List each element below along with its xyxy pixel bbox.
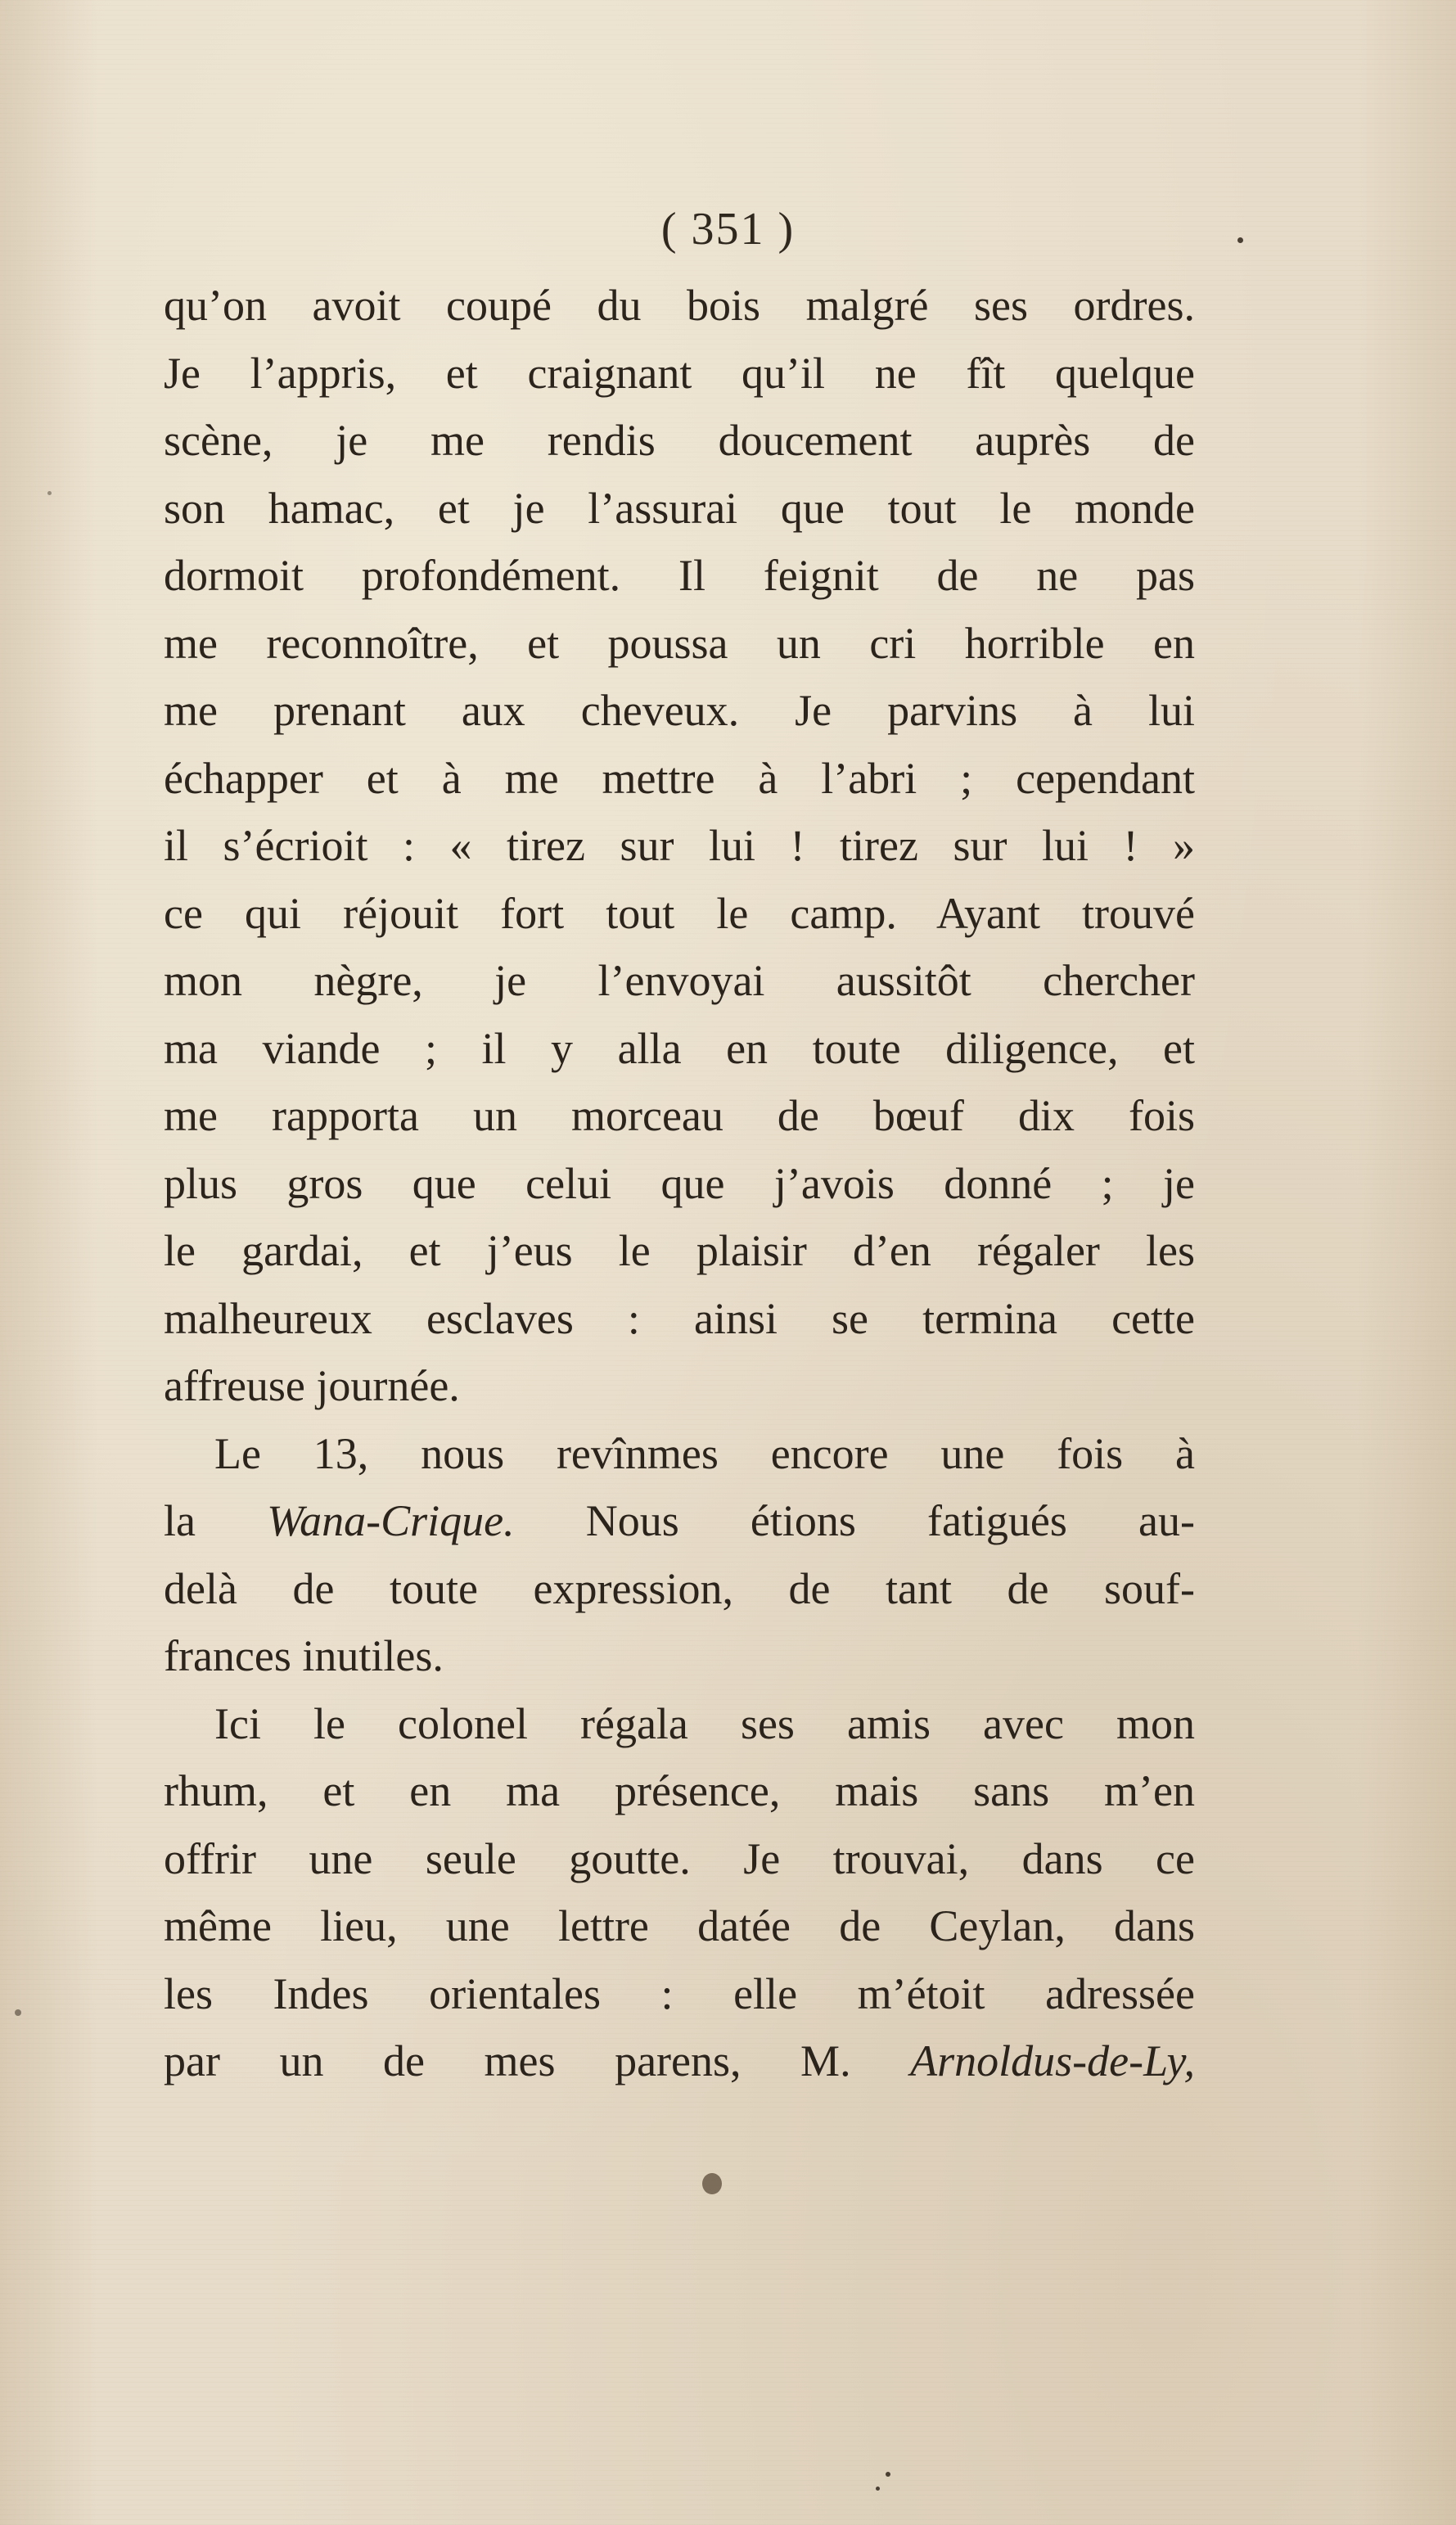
text-line: scène, je me rendis doucement auprès de [164, 416, 1195, 465]
text-line: ma viande ; il y alla en toute diligence, et [164, 1023, 1195, 1073]
text-line: le gardai, et j’eus le plaisir d’en régaler les [164, 1226, 1195, 1275]
ink-speck [47, 491, 52, 495]
text-line: il s’écrioit : « tirez sur lui ! tirez sur lui ! » [164, 821, 1195, 870]
text-line: me reconnoître, et poussa un cri horrible en [164, 618, 1195, 668]
text-line: delà de toute expression, de tant de souf- [164, 1563, 1195, 1613]
text-line: rhum, et en ma présence, mais sans m’en [164, 1766, 1195, 1815]
italic-place-name: Wana-Crique. [267, 1496, 515, 1545]
text-line: mon nègre, je l’envoyai aussitôt chercher [164, 956, 1195, 1005]
page-edge-shadow-left [0, 0, 98, 2525]
text-line: dormoit profondément. Il feignit de ne pas [164, 551, 1195, 600]
text-line: même lieu, une lettre datée de Ceylan, dans [164, 1901, 1195, 1950]
text-line: ce qui réjouit fort tout le camp. Ayant trouvé [164, 888, 1195, 938]
text-line: plus gros que celui que j’avois donné ; je [164, 1158, 1195, 1208]
text-line: la Wana-Crique. Nous étions fatigués au- [164, 1496, 1195, 1545]
text-line: affreuse journée. [164, 1361, 460, 1410]
text-line: me rapporta un morceau de bœuf dix fois [164, 1091, 1195, 1140]
ink-speck [702, 2173, 722, 2194]
italic-person-name: Arnoldus-de-Ly, [910, 2036, 1195, 2085]
text-line: Ici le colonel régala ses amis avec mon [214, 1698, 1195, 1748]
text-line: Le 13, nous revînmes encore une fois à [214, 1428, 1195, 1478]
text-line: échapper et à me mettre à l’abri ; cependant [164, 753, 1195, 803]
text-line: qu’on avoit coupé du bois malgré ses ordres. [164, 281, 1195, 330]
text-line: par un de mes parens, M. Arnoldus-de-Ly, [164, 2036, 1195, 2085]
ink-speck [15, 2009, 21, 2016]
text-line: les Indes orientales : elle m’étoit adressée [164, 1968, 1195, 2018]
ink-speck [876, 2487, 880, 2491]
page-number: ( 351 ) [660, 204, 796, 255]
page-edge-shadow-right [1358, 0, 1456, 2525]
text-line: offrir une seule goutte. Je trouvai, dans ce [164, 1833, 1195, 1883]
body-text [164, 272, 1195, 2095]
text-line: malheureux esclaves : ainsi se termina cette [164, 1293, 1195, 1343]
text-line: me prenant aux cheveux. Je parvins à lui [164, 686, 1195, 735]
text-line: Je l’appris, et craignant qu’il ne fît quelque [164, 348, 1195, 398]
ink-speck [1237, 237, 1243, 243]
text-line: frances inutiles. [164, 1631, 444, 1680]
ink-speck [886, 2472, 890, 2477]
text-line: son hamac, et je l’assurai que tout le monde [164, 483, 1195, 533]
